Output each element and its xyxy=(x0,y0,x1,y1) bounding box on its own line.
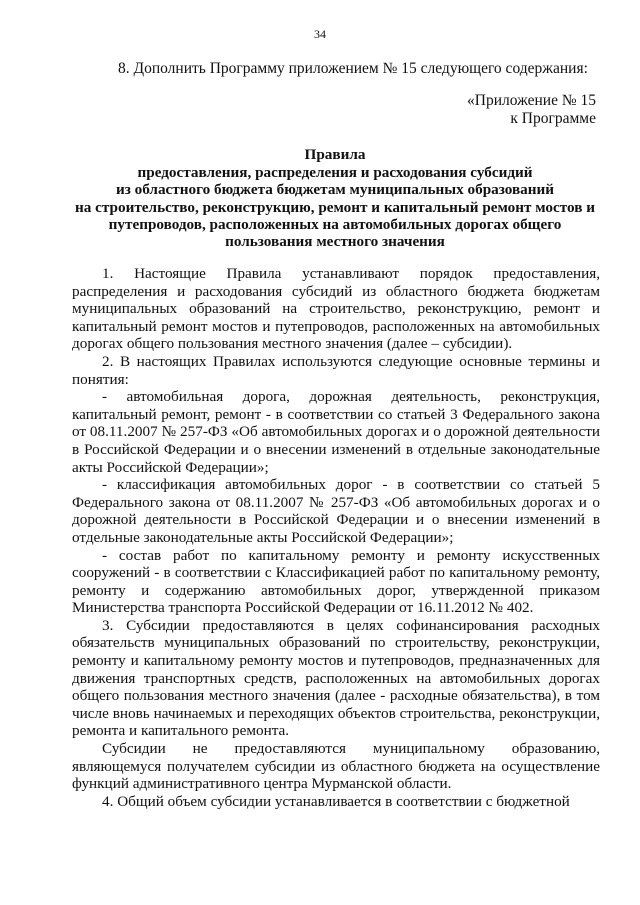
title-line-5: пользования местного значения xyxy=(225,233,445,251)
term-classification: - классификация автомобильных дорог - в соответствии со статьей 5 Федерального закона от 08.11.2007 № 257-ФЗ «Об автомобильных дорогах и о дорожной деятельности в Российской Федерации и о внесении изменений в отдельные законодательные акты Российской Федерации»; xyxy=(72,476,600,546)
appendix-header xyxy=(467,92,596,128)
term-road: - автомобильная дорога, дорожная деятельность, реконструкция, капитальный ремонт, ремонт - в соответствии со статьей 3 Федерального закона от 08.11.2007 № 257-ФЗ «Об автомобильных дорогах и о дорожной деятельности в Российской Федерации и о внесении изменений в отдельные законодательные акты Российской Федерации»; xyxy=(72,388,600,476)
rules-body xyxy=(72,265,600,810)
paragraph-3: 3. Субсидии предоставляются в целях софинансирования расходных обязательств муниципальных образований по строительству, реконструкции, ремонту и капитальному ремонту мостов и путепроводов, предназначенных для движения транспортных средств, расположенных на автомобильных дорогах общего пользования местного значения (далее - расходные обязательства), в том числе вновь начинаемых и переходящих объектов строительства, реконструкции, ремонта и капитального ремонта. xyxy=(72,616,600,740)
page-number: 34 xyxy=(314,27,326,41)
appendix-line-2: к Программе xyxy=(510,110,596,127)
title-line-4: путепроводов, расположенных на автомобильных дорогах общего xyxy=(108,215,562,233)
paragraph-4: 4. Общий объем субсидии устанавливается в соответствии с бюджетной xyxy=(102,792,570,810)
appendix-line-1: «Приложение № 15 xyxy=(467,92,596,109)
paragraph-1: 1. Настоящие Правила устанавливают порядок предоставления, распределения и расходования субсидий из областного бюджета бюджетам муниципальных образований на строительство, реконструкцию, ремонт и капитальный ремонт мостов и путепроводов, расположенных на автомобильных дорогах общего пользования местного значения (далее – субсидии). xyxy=(72,265,600,353)
paragraph-subsidy-exclusion: Субсидии не предоставляются муниципальному образованию, являющемуся получателем субсидии из областного бюджета на осуществление функций административного центра Мурманской области. xyxy=(72,740,600,793)
title-line-3: на строительство, реконструкцию, ремонт и капитальный ремонт мостов и xyxy=(75,198,595,216)
rules-title xyxy=(70,146,600,250)
title-line-2: из областного бюджета бюджетам муниципальных образований xyxy=(115,181,555,199)
term-works: - состав работ по капитальному ремонту и ремонту искусственных сооружений - в соответствии с Классификацией работ по капитальному ремонту, ремонту и содержанию автомобильных дорог, утвержденной приказом Министерства транспорта Российской Федерации от 16.11.2012 № 402. xyxy=(72,546,600,617)
title-line-1: предоставления, распределения и расходования субсидий xyxy=(137,164,533,182)
intro-paragraph: 8. Дополнить Программу приложением № 15 следующего содержания: xyxy=(118,60,588,77)
title-main: Правила xyxy=(304,146,366,163)
paragraph-2: 2. В настоящих Правилах используются следующие основные термины и понятия: xyxy=(72,352,600,388)
